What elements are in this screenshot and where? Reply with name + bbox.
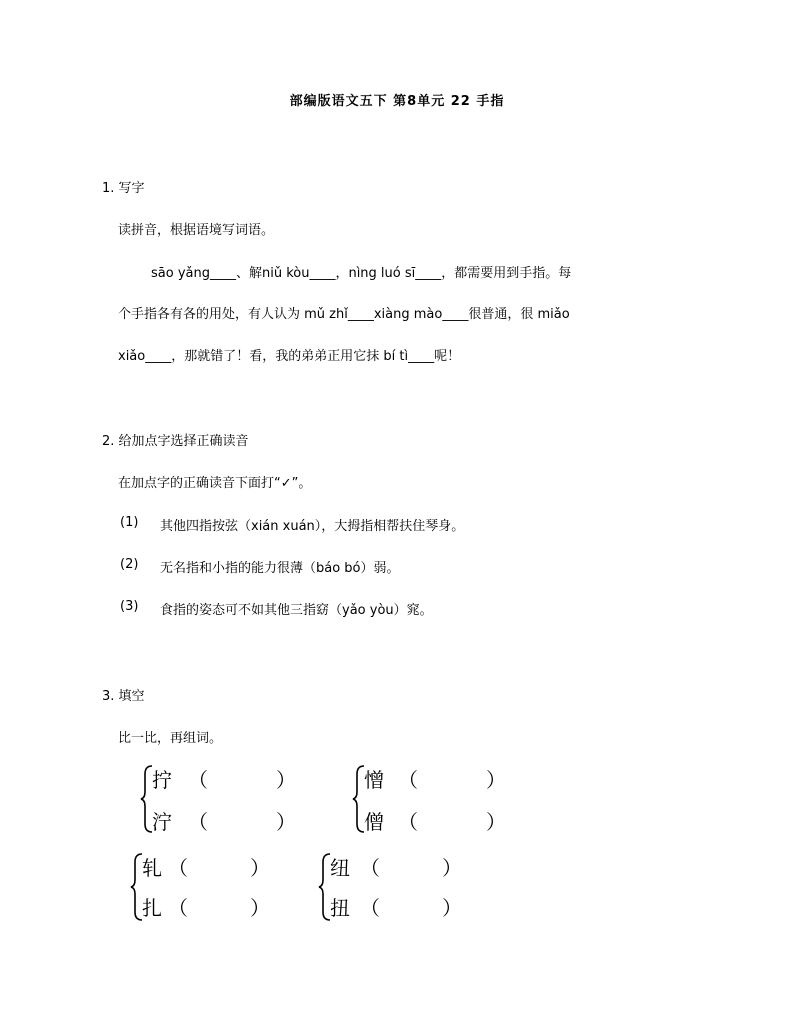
paren-close: ） — [486, 768, 506, 792]
character: 轧 — [142, 856, 162, 880]
section-3-instruction: 比一比，再组词。 — [118, 731, 223, 746]
character: 纽 — [330, 856, 350, 880]
paren-close: ） — [486, 810, 506, 834]
character: 拧 — [152, 768, 172, 792]
question-number: (1) — [120, 515, 139, 530]
paren-open: （ — [398, 810, 418, 834]
section-1-line-1: sāo yǎng____、解niǔ kòu____，nìng luó sī____，都需要用到手指。每 — [151, 266, 572, 281]
paren-open: （ — [360, 856, 380, 880]
paren-close: ） — [250, 896, 270, 920]
page-title: 部编版语文五下 第8单元 22 手指 — [289, 94, 505, 109]
paren-open: （ — [168, 896, 188, 920]
section-1-instruction: 读拼音，根据语境写词语。 — [118, 223, 275, 238]
paren-open: （ — [188, 768, 208, 792]
paren-close: ） — [250, 856, 270, 880]
paren-open: （ — [168, 856, 188, 880]
question-number: (3) — [120, 599, 139, 614]
paren-close: ） — [442, 856, 462, 880]
character: 僧 — [364, 810, 384, 834]
character: 泞 — [152, 810, 172, 834]
section-3-heading: 3. 填空 — [102, 689, 145, 704]
question-number: (2) — [120, 557, 139, 572]
paren-close: ） — [276, 768, 296, 792]
question-text: 其他四指按弦（xián xuán），大拇指相帮扶住琴身。 — [160, 519, 465, 534]
section-1-heading: 1. 写字 — [102, 181, 145, 196]
character: 扭 — [330, 896, 350, 920]
section-2-instruction: 在加点字的正确读音下面打“✓”。 — [118, 476, 312, 491]
section-1-line-2: 个手指各有各的用处，有人认为 mǔ zhǐ____xiàng mào____很普通，很 miǎo — [118, 307, 570, 322]
section-1-line-3: xiǎo____，那就错了！看，我的弟弟正用它抹 bí tì____呢！ — [118, 349, 461, 364]
paren-open: （ — [398, 768, 418, 792]
character: 扎 — [142, 896, 162, 920]
paren-open: （ — [188, 810, 208, 834]
character: 憎 — [364, 768, 384, 792]
question-text: 食指的姿态可不如其他三指窈（yǎo yòu）窕。 — [160, 603, 433, 618]
paren-open: （ — [360, 896, 380, 920]
paren-close: ） — [442, 896, 462, 920]
question-text: 无名指和小指的能力很薄（báo bó）弱。 — [160, 561, 400, 576]
paren-close: ） — [276, 810, 296, 834]
section-2-heading: 2. 给加点字选择正确读音 — [102, 434, 249, 449]
